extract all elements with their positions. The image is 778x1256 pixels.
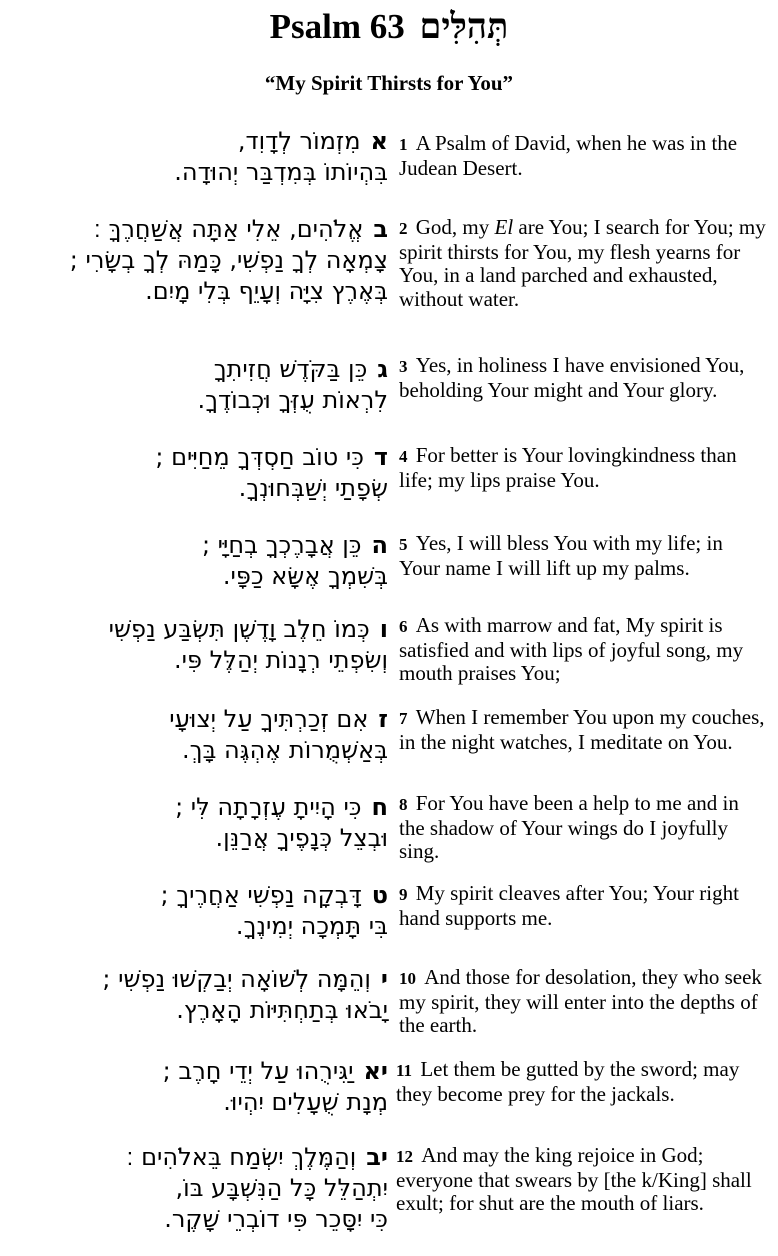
verse-hebrew xyxy=(3,1056,388,1118)
verse-text: Yes, I will bless You with my life; in Your name I will lift up my palms. xyxy=(399,531,723,580)
verse-english xyxy=(399,614,767,686)
verse-hebrew xyxy=(3,1142,388,1235)
verse-number: 12 xyxy=(396,1147,418,1166)
verse-english xyxy=(399,882,767,930)
hebrew-line: וְהַמֶּלֶךְ יִשְׂמַח בֵּאלֹהִים ׃ xyxy=(126,1143,357,1171)
verse-letter: ח xyxy=(371,793,388,821)
verse-english xyxy=(399,354,767,402)
verse-hebrew xyxy=(3,354,388,416)
verse-text-emphasis: El xyxy=(494,215,514,239)
verse-hebrew xyxy=(3,214,388,307)
verse-english xyxy=(399,132,767,180)
verse-text: Yes, in holiness I have envisioned You, beholding Your might and Your glory. xyxy=(399,353,745,402)
title-english: Psalm 63 xyxy=(269,7,405,46)
verse-hebrew xyxy=(3,704,388,766)
verse-hebrew xyxy=(3,880,388,942)
verse-english xyxy=(399,216,767,311)
hebrew-line: יָבֹאוּ בְּתַחְתִּיּוֹת הָאָרֶץ. xyxy=(176,996,388,1024)
verse-text: For better is Your lovingkindness than life; my lips praise You. xyxy=(399,443,737,492)
verse-number: 10 xyxy=(399,969,421,988)
verse-text: A Psalm of David, when he was in the Judean Desert. xyxy=(399,131,738,180)
verse-letter: ב xyxy=(373,215,388,243)
verse-letter: ו xyxy=(379,615,388,643)
verse-english xyxy=(399,706,767,754)
verse-letter: יא xyxy=(363,1057,388,1085)
verse-letter: יב xyxy=(366,1143,388,1171)
hebrew-line: וּבְצֵל כְּנָפֶיךָ אֲרַנֵּן. xyxy=(215,824,388,852)
verse-hebrew xyxy=(3,964,388,1026)
hebrew-line: מְנָת שֻׁעָלִים יִהְיוּ. xyxy=(223,1088,388,1116)
verse-text: are You; I search for You; my spirit thirsts for You, my flesh yearns for You, in a land parched and exhausted, without water. xyxy=(399,215,766,311)
verse-letter: ז xyxy=(378,705,388,733)
verse-hebrew xyxy=(3,530,388,592)
verse-number: 7 xyxy=(399,709,412,728)
verse-number: 2 xyxy=(399,219,412,238)
hebrew-line: כְּמוֹ חֵלֶב וָדֶשֶׁן תִּשְׂבַּע נַפְשִׁי xyxy=(108,615,370,643)
verse-english xyxy=(396,1144,764,1216)
verse-text: For You have been a help to me and in the shadow of Your wings do I joyfully sing. xyxy=(399,791,739,863)
hebrew-line: לִרְאוֹת עֻזְּךָ וּכְבוֹדֶךָ. xyxy=(197,386,388,414)
verse-hebrew xyxy=(3,792,388,854)
verse-number: 11 xyxy=(396,1061,417,1080)
verse-text: And those for desolation, they who seek my spirit, they will enter into the depths of the earth. xyxy=(399,965,762,1037)
hebrew-line: דָּבְקָה נַפְשִׁי אַחֲרֶיךָ ; xyxy=(160,881,362,909)
hebrew-line: יַגִּירֻהוּ עַל יְדֵי חָרֶב ; xyxy=(162,1057,354,1085)
hebrew-line: בִּהְיוֹתוֹ בְּמִדְבַּר יְהוּדָה. xyxy=(174,158,388,186)
verse-hebrew xyxy=(3,442,388,504)
hebrew-line: כִּי טוֹב חַסְדְּךָ מֵחַיִּים ; xyxy=(155,443,364,471)
verse-text: My spirit cleaves after You; Your right hand supports me. xyxy=(399,881,739,930)
verse-letter: י xyxy=(380,965,388,993)
hebrew-line: אִם זְכַרְתִּיךָ עַל יְצוּעָי xyxy=(169,705,369,733)
verse-hebrew xyxy=(3,614,388,676)
verse-number: 6 xyxy=(399,617,412,636)
verse-english xyxy=(399,532,767,580)
verse-english xyxy=(399,966,767,1038)
hebrew-line: בְּאַשְׁמֻרוֹת אֶהְגֶּה בָּךְ. xyxy=(181,736,388,764)
hebrew-line: כִּי יִסָּכֵר פִּי דוֹבְרֵי שָׁקֶר. xyxy=(164,1205,388,1233)
verse-text: God, my xyxy=(415,215,495,239)
hebrew-line: בְּאֶרֶץ צִיָּה וְעָיֵף בְּלִי מָיִם. xyxy=(145,277,388,305)
verse-number: 8 xyxy=(399,795,412,814)
verse-letter: ט xyxy=(371,881,388,909)
hebrew-line: וְהֵמָּה לְשׁוֹאָה יְבַקְשׁוּ נַפְשִׁי ; xyxy=(102,965,371,993)
verse-hebrew xyxy=(3,126,388,188)
verse-number: 9 xyxy=(399,885,412,904)
hebrew-line: מִזְמוֹר לְדָוִד, xyxy=(237,127,361,155)
verse-text: And may the king rejoice in God; everyone that swears by [the k/King] shall exult; for shut are the mouth of liars. xyxy=(396,1143,752,1215)
hebrew-line: כֵּן בַּקֹּדֶשׁ חֲזִיתִךָ xyxy=(213,355,368,383)
title-hebrew: תְּהִלִּים xyxy=(419,7,509,46)
subtitle: “My Spirit Thirsts for You” xyxy=(264,71,514,95)
hebrew-line: בִּי תָּמְכָה יְמִינֶךָ. xyxy=(235,912,388,940)
hebrew-line: כִּי הָיִיתָ עֶזְרָתָה לִּי ; xyxy=(175,793,362,821)
verse-letter: ג xyxy=(377,355,388,383)
verse-number: 3 xyxy=(399,357,412,376)
verse-number: 4 xyxy=(399,447,412,466)
page-title xyxy=(0,6,778,48)
hebrew-line: כֵּן אֲבָרֶכְךָ בְחַיָּי ; xyxy=(201,531,362,559)
verse-english xyxy=(399,444,767,492)
verse-letter: ד xyxy=(373,443,388,471)
hebrew-line: בְּשִׁמְךָ אֶשָּׂא כַפָּי. xyxy=(222,562,388,590)
verse-number: 5 xyxy=(399,535,412,554)
verse-number: 1 xyxy=(399,135,412,154)
verse-english xyxy=(396,1058,764,1106)
verse-english xyxy=(399,792,767,864)
hebrew-line: שְׂפָתַי יְשַׁבְּחוּנְךָ. xyxy=(238,474,388,502)
verse-text: As with marrow and fat, My spirit is satisfied and with lips of joyful song, my mouth praises You; xyxy=(399,613,744,685)
verse-letter: א xyxy=(370,127,388,155)
verse-letter: ה xyxy=(371,531,388,559)
verse-text: When I remember You upon my couches, in the night watches, I meditate on You. xyxy=(399,705,765,754)
hebrew-line: אֱלֹהִים, אֵלִי אַתָּה אֲשַׁחֲרֶךָּ ׃ xyxy=(93,215,364,243)
verse-text: Let them be gutted by the sword; may they become prey for the jackals. xyxy=(396,1057,740,1106)
hebrew-line: צָמְאָה לְךָ נַפְשִׁי, כָּמַהּ לְךָ בְשָׂרִי ; xyxy=(69,246,388,274)
hebrew-line: וְשִׂפְתֵי רְנָנוֹת יְהַלֶּל פִּי. xyxy=(174,646,388,674)
hebrew-line: יִתְהַלֵּל כָּל הַנִּשְׁבָּע בּוֹ, xyxy=(175,1174,388,1202)
